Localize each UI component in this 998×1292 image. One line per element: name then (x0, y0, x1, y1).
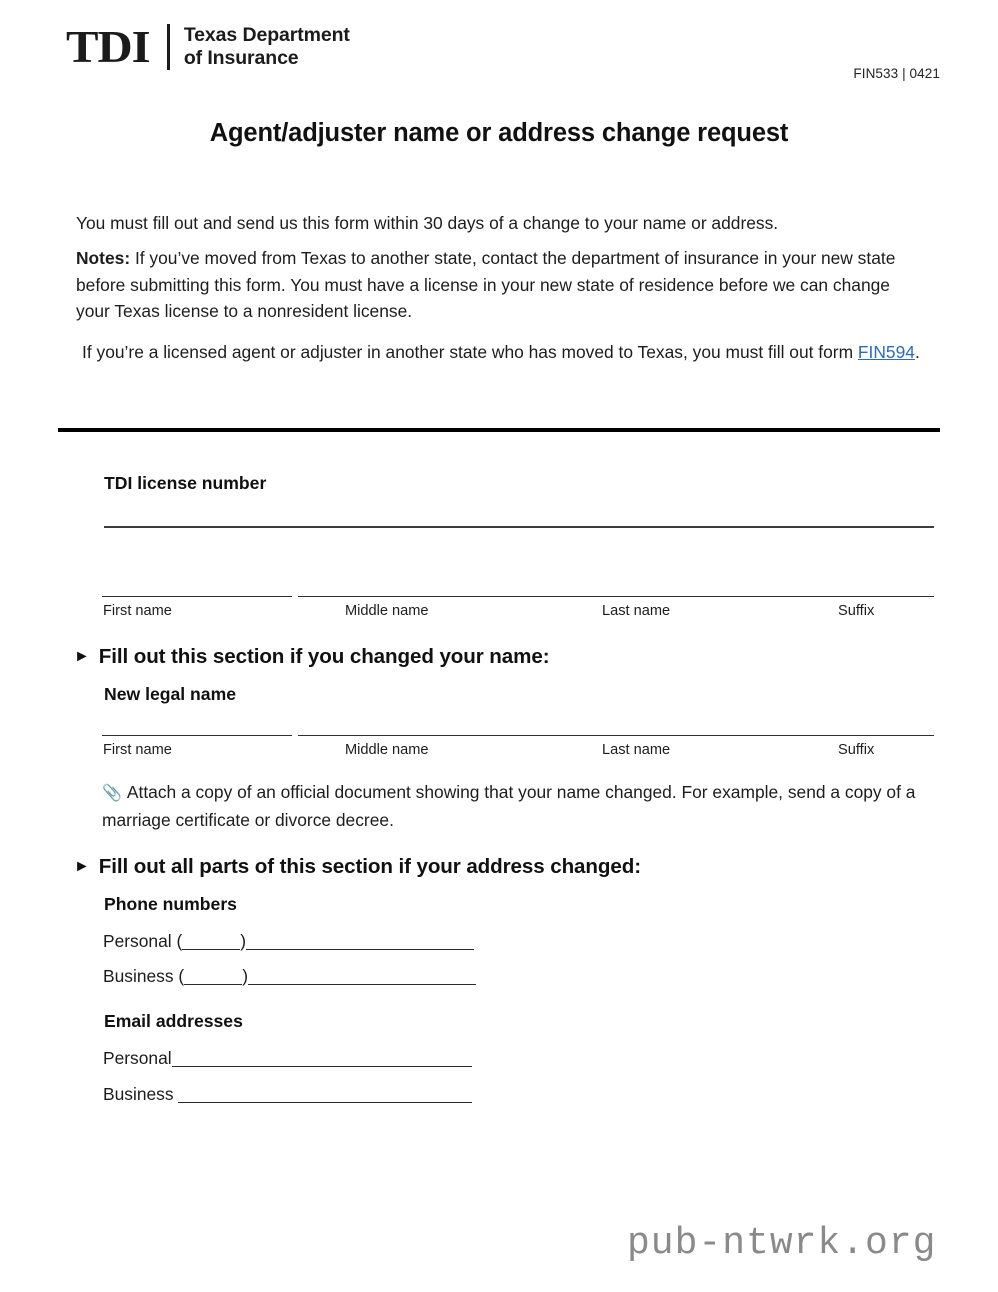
phone-business-close-paren: ) (242, 966, 249, 986)
license-number-label: TDI license number (104, 473, 267, 493)
email-personal-blank[interactable] (172, 1066, 472, 1067)
notes-text: If you’ve moved from Texas to another state, contact the department of insurance in your new state before submitting this form. You must have a license in your new state of residence before we can change your Texas license to a nonresident license. (76, 248, 896, 322)
fin594-link[interactable]: FIN594 (857, 341, 915, 362)
site-watermark: pub-ntwrk.org (627, 1222, 937, 1265)
tdi-logo-mark: TDI (66, 21, 150, 72)
email-business-blank[interactable] (178, 1102, 472, 1103)
new-legal-name-label: New legal name (104, 684, 237, 704)
form-number: FIN533 | 0421 (853, 66, 940, 81)
paragraph-three-tail: . (914, 341, 920, 362)
new-first-name-label: First name (103, 742, 172, 758)
phone-business-field[interactable] (103, 966, 476, 987)
phone-personal-field[interactable] (103, 931, 474, 952)
phone-numbers-heading: Phone numbers (104, 894, 237, 914)
new-name-rule-right[interactable] (298, 735, 934, 736)
logo-line-two: of Insurance (183, 47, 299, 69)
phone-business-area-code-blank[interactable] (184, 984, 242, 985)
intro-paragraph-one: You must fill out and send us this form within 30 days of a change to your name or address. (76, 213, 779, 233)
tdi-logo-wordmark (184, 24, 350, 70)
phone-personal-number-blank[interactable] (246, 949, 474, 950)
new-middle-name-label: Middle name (345, 742, 429, 758)
paperclip-icon: 📎 (102, 785, 122, 802)
phone-business-number-blank[interactable] (248, 984, 476, 985)
notes-label: Notes: (76, 248, 131, 269)
new-suffix-label: Suffix (838, 742, 875, 758)
current-name-rule-left[interactable] (102, 596, 292, 597)
phone-business-label: Business (103, 966, 174, 986)
email-personal-field[interactable] (103, 1048, 472, 1069)
triangle-bullet-icon: ► (74, 648, 90, 665)
logo-divider-rule (167, 24, 170, 70)
section-divider (58, 428, 940, 432)
section-heading-name-change (74, 645, 549, 669)
new-last-name-label: Last name (602, 742, 671, 758)
triangle-bullet-icon-2: ► (74, 858, 90, 875)
intro-paragraph-three (76, 339, 928, 365)
current-last-name-label: Last name (602, 603, 671, 619)
attachment-note-text: Attach a copy of an official document showing that your name changed. For example, send a copy of a marriage certificate or divorce decree. (102, 782, 916, 831)
attachment-note (102, 779, 922, 834)
email-business-label: Business (103, 1084, 174, 1104)
section-heading-address-change-text: Fill out all parts of this section if your address changed: (98, 855, 641, 878)
email-personal-label: Personal (103, 1048, 172, 1068)
license-number-input-line[interactable] (104, 526, 934, 528)
tdi-logo (66, 18, 350, 76)
intro-notes-paragraph (76, 245, 928, 324)
paragraph-three-lead: If you’re a licensed agent or adjuster in another state who has moved to Texas, you must fill out form (82, 341, 858, 362)
logo-line-one: Texas Department (183, 24, 350, 46)
section-heading-address-change (74, 855, 641, 879)
document-header (0, 18, 998, 81)
current-middle-name-label: Middle name (345, 603, 429, 619)
new-name-rule-left[interactable] (102, 735, 292, 736)
current-name-rule-right[interactable] (298, 596, 934, 597)
intro-copy (76, 210, 928, 376)
phone-personal-close-paren: ) (240, 931, 247, 951)
email-addresses-heading: Email addresses (104, 1011, 243, 1031)
phone-business-open-paren: ( (178, 966, 185, 986)
section-heading-name-change-text: Fill out this section if you changed your name: (98, 645, 550, 668)
phone-personal-area-code-blank[interactable] (182, 949, 240, 950)
page-title: Agent/adjuster name or address change request (209, 119, 789, 147)
phone-personal-label: Personal (103, 931, 172, 951)
phone-personal-open-paren: ( (176, 931, 183, 951)
email-business-field[interactable] (103, 1084, 472, 1105)
current-first-name-label: First name (103, 603, 172, 619)
current-suffix-label: Suffix (838, 603, 875, 619)
